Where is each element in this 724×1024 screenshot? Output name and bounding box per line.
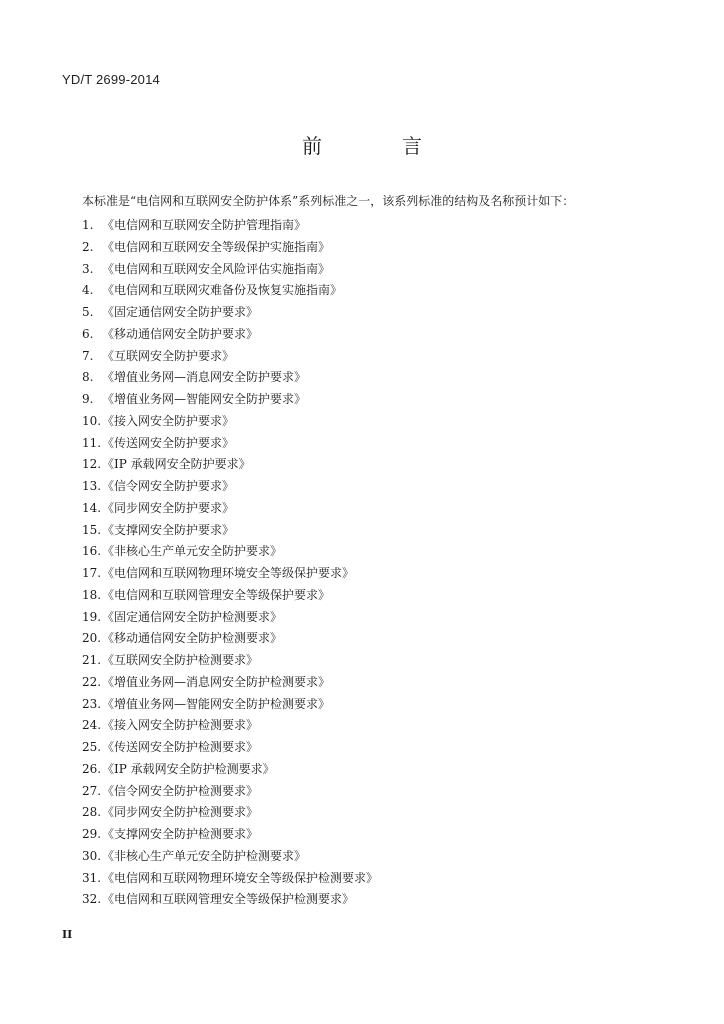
list-item-title: 《IP 承载网安全防护检测要求》 [102,761,275,776]
list-item-number: 24. [82,718,102,733]
list-item-number: 15. [82,522,102,537]
list-item-title: 《电信网和互联网管理安全等级保护要求》 [102,587,331,602]
list-item-number: 18. [82,587,102,602]
list-item [82,411,682,433]
list-item-number: 13. [82,479,102,493]
list-item-title: 《接入网安全防护要求》 [102,413,235,428]
list-item-title: 《同步网安全防护要求》 [102,500,235,515]
list-item [82,650,682,672]
list-item [82,672,682,694]
list-item-number: 28. [82,805,102,820]
list-item [82,259,682,281]
list-item [82,802,682,824]
list-item-number: 19. [82,609,102,624]
list-item-title: 《同步网安全防护检测要求》 [102,805,259,820]
list-item-title: 《固定通信网安全防护检测要求》 [102,609,283,624]
page-title: 前 言 [302,134,452,158]
list-item-title: 《电信网和互联网安全等级保护实施指南》 [102,239,331,254]
standards-list [82,215,682,911]
list-item-number: 20. [82,631,102,646]
list-item [82,280,682,302]
list-item-title: 《增值业务网—消息网安全防护要求》 [102,370,307,385]
list-item-number: 23. [82,696,102,711]
list-item [82,454,682,476]
list-item-title: 《增值业务网—智能网安全防护检测要求》 [102,696,331,711]
list-item-number: 25. [82,740,102,754]
list-item-number: 29. [82,827,102,841]
list-item-title: 《固定通信网安全防护要求》 [102,305,259,319]
list-item-number: 12. [82,457,102,472]
list-item-number: 21. [82,653,102,667]
list-item [82,824,682,846]
list-item-title: 《电信网和互联网灾难备份及恢复实施指南》 [102,283,343,298]
list-item [82,781,682,803]
list-item-number: 8. [82,370,94,385]
list-item-number: 9. [82,392,94,406]
list-item-number: 17. [82,566,102,580]
list-item [82,433,682,455]
list-item-number: 6. [82,326,94,341]
list-item-number: 11. [82,435,102,450]
list-item [82,302,682,324]
list-item-number: 31. [82,870,102,885]
list-item [82,694,682,716]
list-item [82,541,682,563]
list-item-title: 《支撑网安全防护要求》 [102,522,235,537]
list-item-title: 《移动通信网安全防护要求》 [102,326,259,341]
list-item-number: 14. [82,500,102,515]
list-item [82,715,682,737]
list-item [82,346,682,368]
list-item [82,889,682,911]
list-item [82,759,682,781]
list-item-title: 《移动通信网安全防护检测要求》 [102,631,283,646]
list-item [82,868,682,890]
list-item-number: 16. [82,544,102,559]
list-item-number: 7. [82,348,94,363]
list-item [82,563,682,585]
list-item-number: 27. [82,783,102,798]
list-item-title: 《增值业务网—智能网安全防护要求》 [102,392,307,406]
list-item-title: 《接入网安全防护检测要求》 [102,718,259,733]
list-item-title: 《非核心生产单元安全防护要求》 [102,544,283,559]
page-number: II [62,928,73,941]
list-item-number: 2. [82,239,94,254]
list-item-number: 10. [82,413,102,428]
list-item-title: 《电信网和互联网物理环境安全等级保护检测要求》 [102,870,379,885]
list-item-title: 《IP 承载网安全防护要求》 [102,457,251,472]
list-item-number: 1. [82,218,94,232]
list-item [82,846,682,868]
list-item [82,367,682,389]
list-item-title: 《信令网安全防护要求》 [102,479,235,493]
list-item [82,389,682,411]
list-item-number: 5. [82,305,94,319]
list-item-title: 《电信网和互联网物理环境安全等级保护要求》 [102,566,355,580]
list-item-title: 《增值业务网—消息网安全防护检测要求》 [102,674,331,689]
list-item [82,585,682,607]
list-item-title: 《信令网安全防护检测要求》 [102,783,259,798]
list-item-title: 《电信网和互联网管理安全等级保护检测要求》 [102,892,355,907]
list-item-title: 《传送网安全防护要求》 [102,435,235,450]
list-item-number: 4. [82,283,94,298]
list-item [82,498,682,520]
list-item-number: 32. [82,892,102,907]
list-item-title: 《支撑网安全防护检测要求》 [102,827,259,841]
list-item-number: 30. [82,848,102,863]
list-item [82,520,682,542]
list-item-number: 26. [82,761,102,776]
intro-paragraph: 本标准是“电信网和互联网安全防护体系”系列标准之一，该系列标准的结构及名称预计如下： [82,194,575,208]
list-item [82,607,682,629]
list-item [82,324,682,346]
list-item-title: 《电信网和互联网安全防护管理指南》 [102,218,307,232]
list-item-title: 《传送网安全防护检测要求》 [102,740,259,754]
list-item [82,237,682,259]
list-item-title: 《非核心生产单元安全防护检测要求》 [102,848,307,863]
list-item [82,215,682,237]
list-item [82,476,682,498]
document-id-header: YD/T 2699-2014 [62,72,160,87]
list-item [82,628,682,650]
list-item-number: 22. [82,674,102,689]
list-item-title: 《互联网安全防护检测要求》 [102,653,259,667]
list-item-title: 《互联网安全防护要求》 [102,348,235,363]
list-item [82,737,682,759]
list-item-number: 3. [82,261,94,276]
list-item-title: 《电信网和互联网安全风险评估实施指南》 [102,261,331,276]
